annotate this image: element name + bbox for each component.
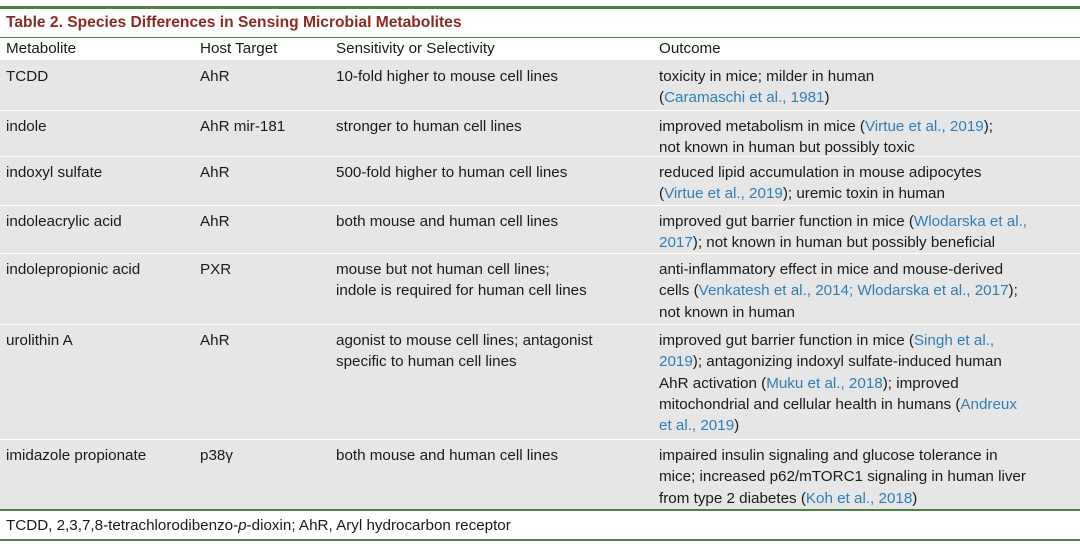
cell-sensitivity-line: both mouse and human cell lines: [336, 213, 559, 230]
outcome-text: AhR activation (: [659, 374, 767, 392]
cell-outcome: [659, 330, 1017, 436]
cell-outcome-line: [659, 466, 1026, 487]
cell-sensitivity-line: both mouse and human cell lines: [336, 447, 559, 464]
end-rule: [0, 539, 1080, 541]
outcome-text: cells (: [659, 282, 699, 300]
outcome-text: reduced lipid accumulation in mouse adipocytes: [659, 164, 982, 181]
citation-link[interactable]: Andreux: [960, 395, 1017, 413]
bottom-rule: [0, 509, 1080, 511]
cell-outcome-line: [659, 66, 874, 87]
footnote-text: -dioxin; AhR, Aryl hydrocarbon receptor: [246, 517, 511, 534]
cell-outcome-line: [659, 280, 1018, 301]
row-divider: [0, 324, 1080, 325]
top-rule: [0, 6, 1080, 9]
cell-host-target: AhR: [200, 164, 230, 181]
row-divider: [0, 253, 1080, 254]
outcome-text: (: [659, 89, 665, 107]
citation-link[interactable]: 2017: [659, 234, 693, 252]
cell-outcome: [659, 211, 1027, 254]
cell-sensitivity-line: specific to human cell lines: [336, 353, 517, 371]
cell-host-target: AhR: [200, 68, 230, 85]
cell-outcome: [659, 259, 1018, 323]
cell-host-target: p38γ: [200, 447, 233, 464]
citation-link[interactable]: Singh et al.,: [913, 332, 995, 349]
outcome-text: (: [659, 185, 665, 203]
citation-link[interactable]: Caramaschi et al., 1981: [664, 89, 825, 107]
outcome-text: ); uremic toxin in human: [782, 185, 945, 203]
cell-outcome-line: [659, 183, 982, 204]
cell-outcome-line: [659, 415, 1017, 436]
cell-outcome: [659, 162, 982, 205]
cell-sensitivity: [336, 66, 558, 87]
cell-sensitivity-line: mouse but not human cell lines;: [336, 261, 550, 278]
cell-sensitivity: [336, 445, 558, 466]
outcome-text: ): [824, 89, 830, 107]
cell-metabolite: TCDD: [6, 68, 49, 85]
citation-link[interactable]: Wlodarska et al.,: [913, 213, 1028, 230]
header-outcome: Outcome: [659, 40, 721, 57]
cell-outcome-line: [659, 330, 1017, 351]
outcome-text: not known in human but possibly toxic: [659, 139, 915, 157]
cell-outcome-line: [659, 302, 1018, 323]
row-divider: [0, 205, 1080, 206]
cell-sensitivity-line: indole is required for human cell lines: [336, 282, 587, 300]
cell-sensitivity: [336, 211, 558, 232]
cell-outcome-line: [659, 232, 1027, 253]
cell-outcome: [659, 66, 874, 109]
cell-outcome-line: [659, 259, 1018, 280]
cell-outcome-line: [659, 116, 993, 137]
cell-outcome-line: [659, 211, 1027, 232]
cell-host-target: PXR: [200, 261, 232, 278]
outcome-text: );: [983, 118, 993, 135]
header-host-target: Host Target: [200, 40, 278, 57]
row-divider: [0, 156, 1080, 157]
citation-link[interactable]: Muku et al., 2018: [766, 374, 883, 392]
cell-sensitivity-line: agonist to mouse cell lines; antagonist: [336, 332, 593, 349]
row-divider: [0, 110, 1080, 111]
outcome-text: improved gut barrier function in mice (: [659, 332, 914, 349]
outcome-text: toxicity in mice; milder in human: [659, 68, 875, 85]
cell-outcome-line: [659, 373, 1017, 394]
outcome-text: impaired insulin signaling and glucose tolerance in: [659, 447, 998, 464]
outcome-text: mitochondrial and cellular health in humans (: [659, 395, 961, 413]
cell-host-target: AhR: [200, 213, 230, 230]
cell-metabolite: urolithin A: [6, 332, 73, 349]
header-sensitivity: Sensitivity or Selectivity: [336, 40, 495, 57]
footnote-italic: p: [238, 517, 247, 534]
table-footnote: [6, 512, 511, 539]
cell-metabolite: indolepropionic acid: [6, 261, 141, 278]
cell-outcome-line: [659, 87, 874, 108]
citation-link[interactable]: Koh et al., 2018: [805, 489, 913, 507]
cell-metabolite: indole: [6, 118, 47, 135]
citation-link[interactable]: Virtue et al., 2019: [864, 118, 984, 135]
outcome-text: ); improved: [882, 374, 959, 392]
cell-sensitivity-line: 10-fold higher to mouse cell lines: [336, 68, 559, 85]
header-row: [0, 38, 1080, 60]
outcome-text: not known in human: [659, 303, 795, 321]
cell-sensitivity: [336, 162, 567, 183]
citation-link[interactable]: Venkatesh et al., 2014; Wlodarska et al., 2017: [698, 282, 1009, 300]
outcome-text: from type 2 diabetes (: [659, 489, 806, 507]
outcome-text: mice; increased p62/mTORC1 signaling in human liver: [659, 468, 1026, 486]
cell-host-target: AhR mir-181: [200, 118, 286, 135]
cell-metabolite: indoleacrylic acid: [6, 213, 122, 230]
outcome-text: anti-inflammatory effect in mice and mouse-derived: [659, 261, 1004, 278]
outcome-text: ); antagonizing indoxyl sulfate-induced human: [692, 353, 1002, 371]
outcome-text: ): [912, 489, 918, 507]
cell-metabolite: indoxyl sulfate: [6, 164, 103, 181]
outcome-text: ); not known in human but possibly beneficial: [692, 234, 996, 252]
outcome-text: improved gut barrier function in mice (: [659, 213, 914, 230]
citation-link[interactable]: 2019: [659, 353, 693, 371]
footnote-text: TCDD, 2,3,7,8-tetrachlorodibenzo-: [6, 517, 239, 534]
citation-link[interactable]: Virtue et al., 2019: [664, 185, 783, 203]
cell-metabolite: imidazole propionate: [6, 447, 147, 464]
cell-host-target: AhR: [200, 332, 230, 349]
cell-outcome-line: [659, 351, 1017, 372]
cell-sensitivity-line: stronger to human cell lines: [336, 118, 522, 135]
cell-outcome-line: [659, 162, 982, 183]
outcome-text: improved metabolism in mice (: [659, 118, 865, 135]
row-divider: [0, 439, 1080, 440]
cell-sensitivity: [336, 116, 522, 137]
cell-outcome-line: [659, 445, 1026, 466]
outcome-text: ): [734, 417, 740, 435]
citation-link[interactable]: et al., 2019: [659, 417, 735, 435]
cell-outcome: [659, 445, 1026, 509]
cell-outcome: [659, 116, 993, 159]
table-title: Table 2. Species Differences in Sensing Microbial Metabolites: [6, 14, 462, 31]
header-metabolite: Metabolite: [6, 40, 77, 57]
cell-sensitivity-line: 500-fold higher to human cell lines: [336, 164, 568, 181]
cell-sensitivity: [336, 330, 593, 373]
cell-sensitivity: [336, 259, 587, 302]
outcome-text: );: [1008, 282, 1018, 300]
cell-outcome-line: [659, 488, 1026, 509]
cell-outcome-line: [659, 394, 1017, 415]
